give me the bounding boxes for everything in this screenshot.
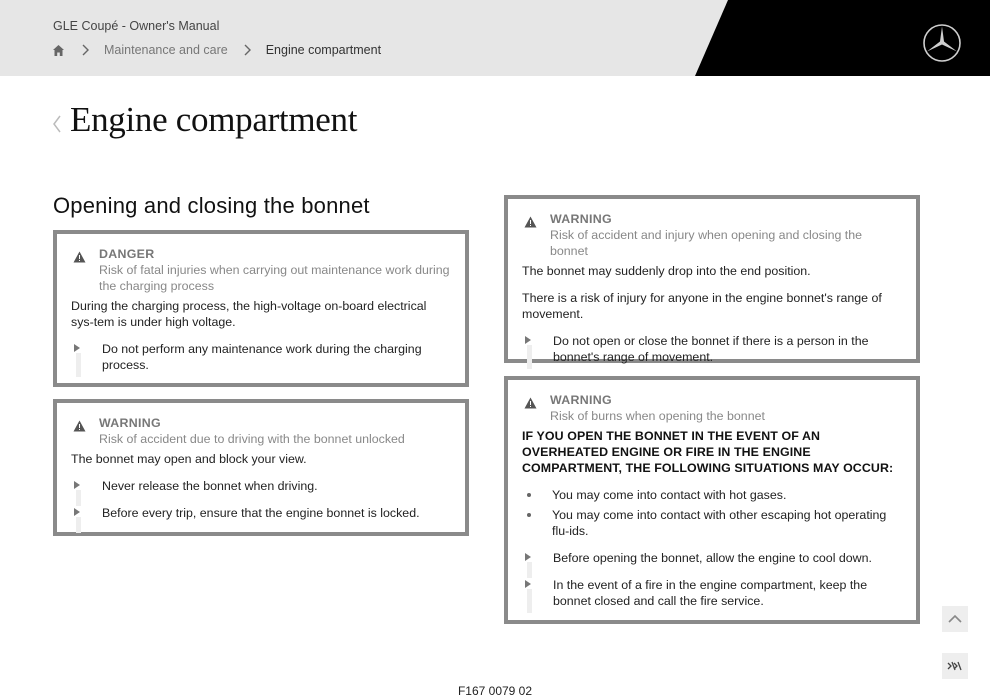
instruction-step (71, 505, 451, 521)
instruction-step (522, 550, 902, 566)
signal-word: DANGER (99, 247, 155, 261)
home-icon[interactable] (52, 44, 65, 57)
instruction-step (522, 577, 902, 609)
breadcrumb (52, 42, 381, 58)
bullet-dot-icon (527, 493, 531, 497)
signal-word: WARNING (99, 416, 161, 430)
step-text: Never release the bonnet when driving. (102, 479, 318, 493)
step-text: Before every trip, ensure that the engine bonnet is locked. (102, 506, 420, 520)
step-arrow-icon (73, 478, 81, 502)
chevron-right-icon (242, 43, 252, 57)
step-arrow-icon (73, 505, 81, 529)
risk-description: Risk of fatal injuries when carrying out maintenance work during the charging process (99, 263, 450, 293)
notice-text: There is a risk of injury for anyone in the engine bonnet's range of movement. (522, 291, 882, 321)
notice-text: During the charging process, the high-voltage on-board electrical sys-tem is under high voltage. (71, 299, 427, 329)
mercedes-star-icon[interactable] (922, 23, 962, 63)
notice-header (71, 415, 451, 447)
page-header (0, 0, 990, 76)
notice-text: The bonnet may suddenly drop into the end position. (522, 264, 811, 278)
chevron-right-icon (80, 43, 90, 57)
risk-description: Risk of burns when opening the bonnet (550, 409, 765, 423)
notice-header (71, 246, 451, 294)
breadcrumb-current: Engine compartment (265, 43, 382, 57)
step-text: Do not perform any maintenance work during the charging process. (102, 342, 422, 372)
signal-word: WARNING (550, 393, 612, 407)
step-text: In the event of a fire in the engine compartment, keep the bonnet closed and call the fire service. (553, 578, 868, 608)
breadcrumb-link-maintenance[interactable]: Maintenance and care (104, 43, 228, 57)
risk-description: Risk of accident and injury when opening and closing the bonnet (550, 228, 863, 258)
list-item (522, 487, 902, 503)
risk-description: Risk of accident due to driving with the bonnet unlocked (99, 432, 405, 446)
warning-triangle-icon (524, 216, 537, 228)
notice-caps-text: IF YOU OPEN THE BONNET IN THE EVENT OF AN OVERHEATED ENGINE OR FIRE IN THE ENGINE COMPARTMENT, THE FOLLOWING SITUATIONS MAY OCCUR: (522, 429, 894, 475)
warning-notice-unlocked (53, 399, 469, 536)
warning-notice-opening (504, 195, 920, 363)
step-arrow-icon (524, 577, 532, 609)
signal-word: WARNING (550, 212, 612, 226)
code-toggle-icon (947, 660, 963, 672)
section-heading: Opening and closing the bonnet (53, 193, 370, 218)
code-toggle-button[interactable] (942, 653, 968, 679)
instruction-step (71, 341, 451, 373)
instruction-step (522, 333, 902, 365)
step-text: Do not open or close the bonnet if there is a person in the bonnet's range of movement. (553, 334, 869, 364)
chevron-up-icon (947, 614, 963, 624)
bullet-dot-icon (527, 513, 531, 517)
page-title: Engine compartment (70, 100, 358, 139)
manual-title: GLE Coupé - Owner's Manual (53, 19, 220, 33)
bullet-text: You may come into contact with other escaping hot operating flu-ids. (552, 508, 887, 538)
notice-text: The bonnet may open and block your view. (71, 452, 307, 466)
list-item (522, 507, 902, 539)
danger-notice (53, 230, 469, 387)
warning-triangle-icon (524, 397, 537, 409)
warning-triangle-icon (73, 251, 86, 263)
figure-code: F167 0079 02 (457, 684, 533, 698)
step-arrow-icon (524, 333, 532, 365)
notice-header (522, 211, 902, 259)
chevron-left-icon[interactable] (52, 113, 62, 135)
step-arrow-icon (73, 341, 81, 373)
bullet-text: You may come into contact with hot gases. (552, 488, 787, 502)
scroll-top-button[interactable] (942, 606, 968, 632)
step-arrow-icon (524, 550, 532, 574)
notice-header (522, 392, 902, 424)
warning-notice-burns (504, 376, 920, 624)
step-text: Before opening the bonnet, allow the engine to cool down. (553, 551, 872, 565)
warning-triangle-icon (73, 420, 86, 432)
instruction-step (71, 478, 451, 494)
bullet-list (522, 487, 902, 539)
